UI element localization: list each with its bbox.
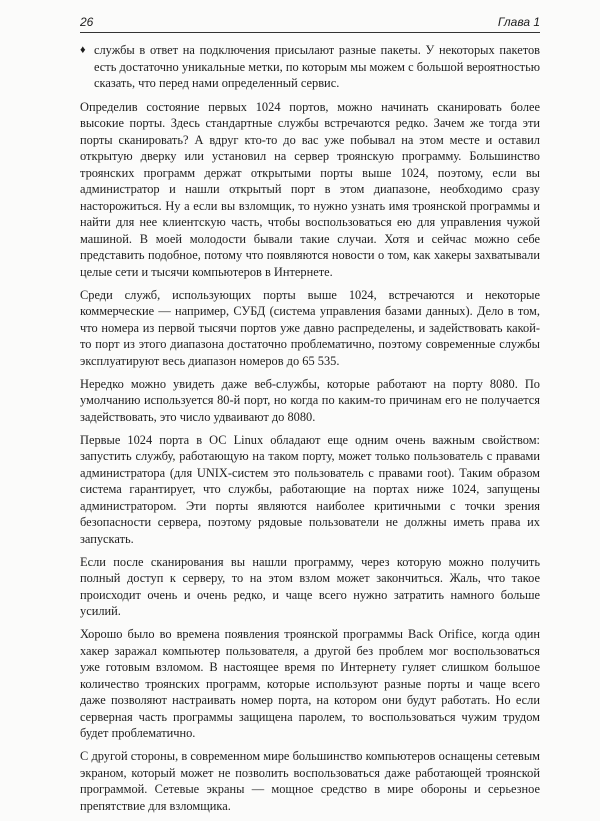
- paragraph: Определив состояние первых 1024 портов, можно начинать сканировать более высокие порты. Здесь стандартные службы встречаются редко. Зачем же тогда эти порты сканировать? А вдруг кто-то до вас уже побывал на этом месте и оставил открытую дверку или установил на сервер троянскую программу. Большинство троянских программ держат открытыми порты выше 1024, поэтому, если вы администратор и нашли открытый порт в этом диапазоне, необходимо сразу насторожиться. Ну а если вы взломщик, то нужно узнать имя троянской программы и найти для нее клиентскую часть, чтобы воспользоваться ею для управления чужой машиной. В моей молодости бывали такие случаи. Хотя и сейчас можно себе представить подобное, потому что появляются новости о том, как хакеры захватывали целые сети и тысячи компьютеров в Интернете.: [80, 99, 540, 279]
- paragraph: Если после сканирования вы нашли программу, через которую можно получить полный доступ к серверу, то на этом взлом может закончиться. Жаль, что такое происходит очень и очень редко, и чаще всего нужно затратить намного больше усилий.: [80, 554, 540, 618]
- paragraph: Хорошо было во времена появления троянской программы Back Orifice, когда один хакер заражал компьютер пользователя, а другой без проблем мог воспользоваться уже готовым взломом. В настоящее время по Интернету гуляет слишком большое количество троянских программ, которые используют разные порты и чаще всего даже позволяют настраивать номер порта, на котором они будут работать. Но если серверная часть программы защищена паролем, то воспользоваться чужим трудом будет проблематично.: [80, 627, 540, 740]
- bullet-text: службы в ответ на подключения присылают разные пакеты. У некоторых пакетов есть достаточно уникальные метки, по которым мы можем с большой вероятностью сказать, что перед нами определенный сервис.: [94, 43, 540, 90]
- bullet-item: [80, 42, 540, 92]
- chapter-title: Глава 1: [497, 15, 540, 29]
- paragraph: Первые 1024 порта в ОС Linux обладают еще одним очень важным свойством: запустить службу, работающую на таком порту, может только пользователь с правами администратора (для UNIX-систем это пользователь с правами root). Таким образом система гарантирует, что службы, работающие на портах ниже 1024, запущены администратором. Эти порты являются наиболее критичными с точки зрения безопасности сервера, поэтому рядовые пользователи не должны иметь права их запускать.: [80, 432, 540, 546]
- diamond-bullet-icon: ♦: [80, 44, 86, 56]
- running-header: [80, 14, 540, 33]
- body-text: [80, 42, 540, 821]
- paragraph: Среди служб, использующих порты выше 1024, встречаются и некоторые коммерческие — например, СУБД (система управления базами данных). Дело в том, что номера из первой тысячи портов уже давно распределены, и задействовать какой-то порт из этого диапазона достаточно проблематично, поэтому современные службы эксплуатируют весь диапазон номеров до 65 535.: [80, 287, 540, 368]
- paragraph: С другой стороны, в современном мире большинство компьютеров оснащены сетевым экраном, который может не позволить воспользоваться даже работающей троянской программой. Сетевые экраны — мощное средство в мире обороны и серьезное препятствие для взломщика.: [80, 749, 540, 813]
- paragraph: Нередко можно увидеть даже веб-службы, которые работают на порту 8080. По умолчанию используется 80-й порт, но когда по каким-то причинам его не получается задействовать, это число удваивают до 8080.: [80, 376, 540, 424]
- page-number: 26: [80, 15, 94, 29]
